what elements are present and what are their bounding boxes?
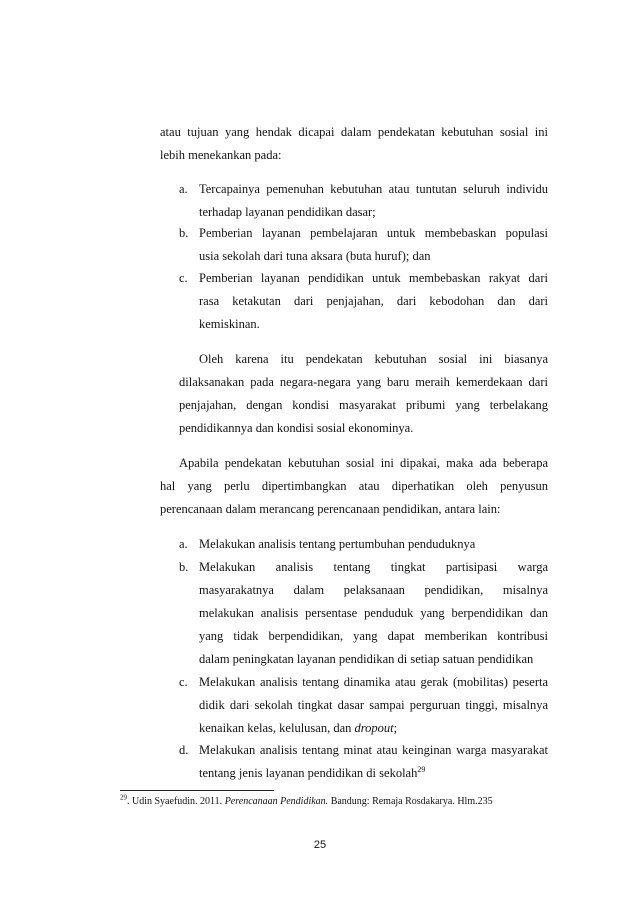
footnote-text-before: . Udin Syaefudin. 2011. [127,796,225,807]
list2-item-b-line-3: melakukan analisis persentase penduduk yang berpendidikan dan [199,606,548,620]
list1-marker-b: b. [179,226,189,240]
list1-marker-c: c. [179,271,188,285]
list2-item-a-line-1: Melakukan analisis tentang pertumbuhan penduduknya [199,537,476,551]
list2-item-d-line-2-text: tentang jenis layanan pendidikan di sekolah [199,766,418,780]
footnote-title: Perencanaan Pendidikan. [224,796,329,807]
list1-marker-a: a. [179,182,188,196]
list2-marker-c: c. [179,675,188,689]
list2-item-d-line-2 [199,765,425,781]
list1-item-c-line-1: Pemberian layanan pendidikan untuk membebaskan rakyat dari [199,271,548,285]
list1-item-b-line-1: Pemberian layanan pembelajaran untuk membebaskan populasi [199,226,548,240]
list1-item-c-line-3: kemiskinan. [199,317,260,331]
footnote-divider [120,790,274,791]
list2-item-c-line-3-text: kenaikan kelas, kelulusan, dan [199,721,352,735]
footnote-mark: 29 [120,793,127,802]
footnote-text-after: Bandung: Remaja Rosdakarya. Hlm.235 [328,796,493,807]
footnote-reference: 29 [417,764,426,774]
para2-line-2: dilaksanakan pada negara-negara yang baru meraih kemerdekaan dari [179,375,548,389]
intro-line-1: atau tujuan yang hendak dicapai dalam pendekatan kebutuhan sosial ini [160,125,548,139]
para2-line-1: Oleh karena itu pendekatan kebutuhan sosial ini biasanya [199,352,548,366]
list2-item-c-line-2: didik dari sekolah tingkat dasar sampai perguruan tinggi, misalnya [199,698,548,712]
list2-item-b-line-1: Melakukan analisis tentang tingkat partisipasi warga [199,560,548,574]
list1-item-a-line-2: terhadap layanan pendidikan dasar; [199,205,376,219]
list1-item-b-line-2: usia sekolah dari tuna aksara (buta huruf); dan [199,249,431,263]
list2-item-c-line-3 [199,720,397,736]
list2-item-b-line-5: dalam peningkatan layanan pendidikan di setiap satuan pendidikan [199,652,534,666]
list1-item-a-line-1: Tercapainya pemenuhan kebutuhan atau tuntutan seluruh individu [199,182,548,196]
para3-line-3: perencanaan dalam merancang perencanaan pendidikan, antara lain: [160,502,501,516]
para2-line-4: pendidikannya dan kondisi sosial ekonominya. [179,421,414,435]
list1-item-c-line-2: rasa ketakutan dari penjajahan, dari kebodohan dan dari [199,294,548,308]
list2-item-c-tail: ; [393,721,398,735]
para3-line-1: Apabila pendekatan kebutuhan sosial ini dipakai, maka ada beberapa [179,456,548,470]
list2-marker-b: b. [179,560,189,574]
list2-marker-d: d. [179,743,189,757]
dropout-term: dropout [354,721,394,735]
footnote [120,795,540,808]
list2-item-d-line-1: Melakukan analisis tentang minat atau keinginan warga masyarakat [199,743,548,757]
list2-marker-a: a. [179,537,188,551]
page-number: 25 [313,839,327,851]
list2-item-b-line-2: masyarakatnya dalam pelaksanaan pendidikan, misalnya [199,583,548,597]
list2-item-c-line-1: Melakukan analisis tentang dinamika atau gerak (mobilitas) peserta [199,675,548,689]
para3-line-2: hal yang perlu dipertimbangkan atau diperhatikan oleh penyusun [160,479,548,493]
intro-line-2: lebih menekankan pada: [160,148,282,162]
list2-item-b-line-4: yang tidak berpendidikan, yang dapat memberikan kontribusi [199,629,548,643]
para2-line-3: penjajahan, dengan kondisi masyarakat pribumi yang terbelakang [179,398,548,412]
